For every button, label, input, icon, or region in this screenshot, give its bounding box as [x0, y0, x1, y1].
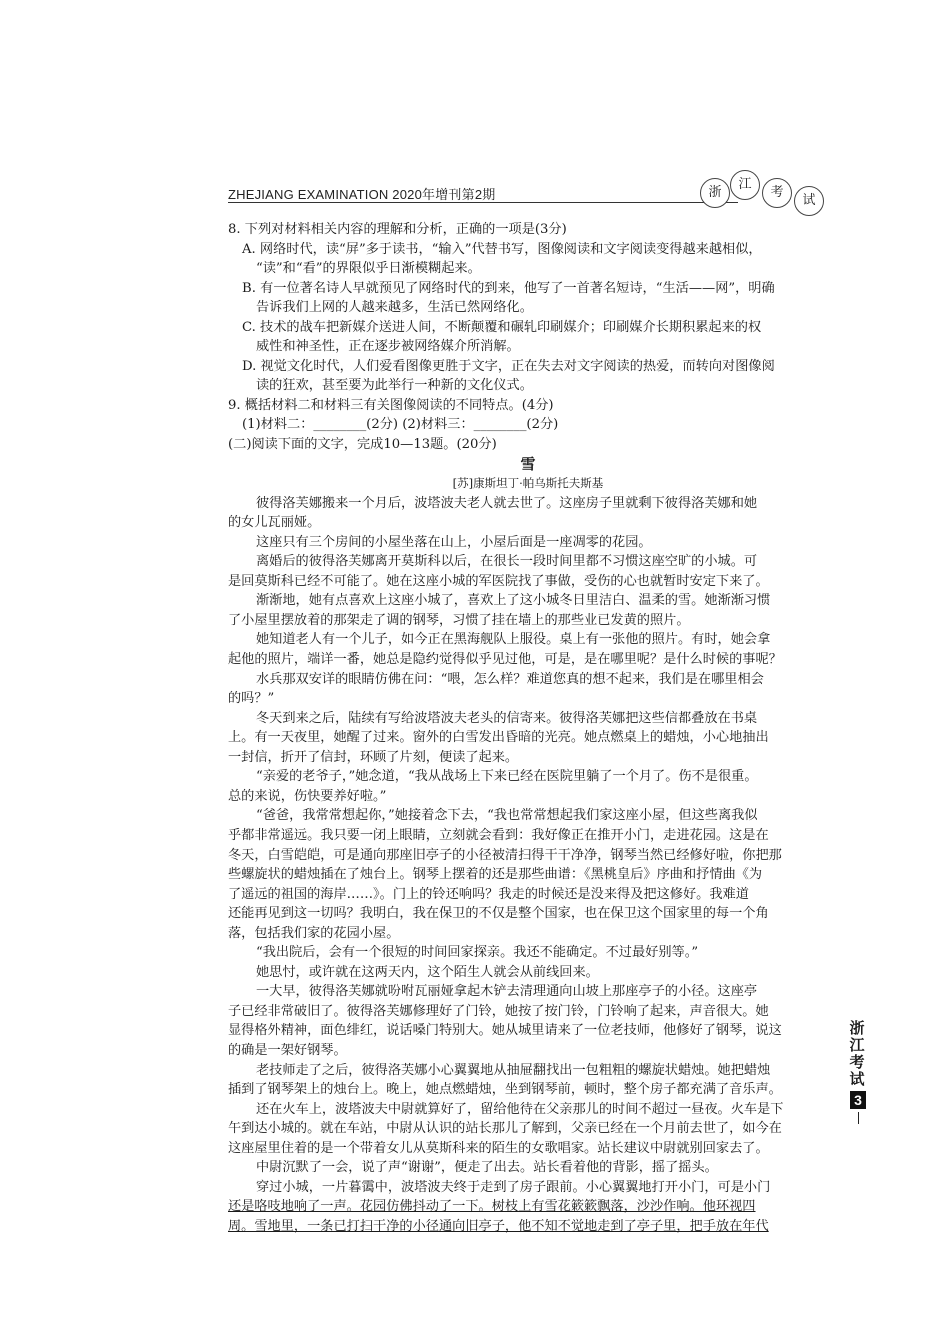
paragraph-line: 显得格外精神，面色绯红，说话嗓门特别大。她从城里请来了一位老技师，他修好了钢琴，说这 — [228, 1023, 782, 1039]
paragraph-line: “我出院后，会有一个很短的时间回家探亲。我还不能确定。不过最好别等。” — [256, 945, 699, 961]
paragraph-line: 老技师走了之后，彼得洛芙娜小心翼翼地从抽屉翻找出一包粗粗的螺旋状蜡烛。她把蜡烛 — [256, 1062, 771, 1078]
option-b-cont: 告诉我们上网的人越来越多，生活已然网络化。 — [256, 300, 533, 316]
journal-title: ZHEJIANG EXAMINATION 2020年增刊第2期 — [228, 187, 496, 202]
paragraph-line: 的确是一架好钢琴。 — [228, 1042, 347, 1058]
logo-char: 浙 — [700, 178, 730, 208]
logo-char: 考 — [762, 178, 792, 208]
paragraph-line: 乎都非常遥远。我只要一闭上眼睛，立刻就会看到：我好像正在推开小门，走进花园。这是在 — [228, 827, 769, 843]
option-a-cont: “读”和“看”的界限似乎日渐模糊起来。 — [256, 261, 481, 277]
question-9: 9. 概括材料二和材料三有关图像阅读的不同特点。(4分) — [228, 397, 554, 413]
paragraph-line: 还能再见到这一切吗？我明白，我在保卫的不仅是整个国家，也在保卫这个国家里的每一个角 — [228, 906, 769, 922]
paragraph-line: 落，包括我们家的花园小屋。 — [228, 925, 400, 941]
paragraph-line: 冬天，白雪皑皑，可是通向那座旧亭子的小径被清扫得干干净净，钢琴当然已经修好啦，你把那 — [228, 847, 782, 863]
option-a: A. 网络时代，读“屏”多于读书，“输入”代替书写，图像阅读和文字阅读变得越来越相似， — [242, 241, 762, 257]
option-d: D. 视觉文化时代，人们爱看图像更胜于文字，正在失去对文字阅读的热爱，而转向对图像阅 — [242, 358, 775, 374]
question-9-blanks: (1)材料二：________(2分) (2)材料三：________(2分) — [242, 417, 559, 433]
paragraph-line: 一大早，彼得洛芙娜就吩咐瓦丽娅拿起木铲去清理通向山坡上那座亭子的小径。这座亭 — [256, 984, 758, 1000]
story-author: [苏]康斯坦丁·帕乌斯托夫斯基 — [452, 476, 604, 491]
page-body — [228, 220, 828, 1236]
paragraph-line: 中尉沉默了一会，说了声“谢谢”，便走了出去。站长看着他的背影，摇了摇头。 — [256, 1160, 718, 1176]
paragraph-line: 离婚后的彼得洛芙娜离开莫斯科以后，在很长一段时间里都不习惯这座空旷的小城。可 — [256, 554, 758, 570]
paragraph-line: 彼得洛芙娜搬来一个月后，波塔波夫老人就去世了。这座房子里就剩下彼得洛芙娜和她 — [256, 495, 758, 511]
option-b: B. 有一位著名诗人早就预见了网络时代的到来，他写了一首著名短诗，“生活——网”，明确 — [242, 280, 775, 296]
paragraph-line: 的吗？” — [228, 691, 275, 707]
paragraph-line: 上。有一天夜里，她醒了过来。窗外的白雪发出昏暗的光亮。她点燃桌上的蜡烛，小心地抽出 — [228, 730, 769, 746]
paragraph-line: 冬天到来之后，陆续有写给波塔波夫老头的信寄来。彼得洛芙娜把这些信都叠放在书桌 — [256, 710, 758, 726]
header-rule — [228, 202, 738, 203]
paragraph-line: 午到达小城的。就在车站，中尉从认识的站长那儿了解到，父亲已经在一个月前去世了，如今在 — [228, 1121, 782, 1137]
journal-logo — [698, 176, 828, 220]
paragraph-line: “爸爸，我常常想起你，”她接着念下去，“我也常常想起我们家这座小屋，但这些离我似 — [256, 808, 758, 824]
paragraph-line: 了遥远的祖国的海岸……》。门上的铃还响吗？我走的时候还是没来得及把这修好。我难道 — [228, 886, 749, 902]
paragraph-line: 一封信，折开了信封，环顾了片刻，便读了起来。 — [228, 749, 519, 765]
paragraph-line: 穿过小城，一片暮霭中，波塔波夫终于走到了房子跟前。小心翼翼地打开小门，可是小门 — [256, 1179, 771, 1195]
paragraph-line: 渐渐地，她有点喜欢上这座小城了，喜欢上了这小城冬日里洁白、温柔的雪。她渐渐习惯 — [256, 593, 771, 609]
underlined-line: 周。雪地里，一条已打扫干净的小径通向旧亭子，他不知不觉地走到了亭子里，把手放在年代 — [228, 1218, 769, 1234]
paragraph-line: 她知道老人有一个儿子，如今正在黑海舰队上服役。桌上有一张他的照片。有时，她会拿 — [256, 632, 771, 648]
logo-char: 试 — [794, 186, 824, 216]
side-rule — [858, 1112, 859, 1124]
paragraph-line: 了小屋里摆放着的那架走了调的钢琴，习惯了挂在墙上的那些业已发黄的照片。 — [228, 612, 690, 628]
story-title: 雪 — [520, 454, 536, 473]
paragraph-line: 插到了钢琴架上的烛台上。晚上，她点燃蜡烛，坐到钢琴前，顿时，整个房子都充满了音乐声。 — [228, 1082, 782, 1098]
paragraph-line: 总的来说，伤快要养好啦。” — [228, 788, 387, 804]
journal-header — [228, 176, 828, 220]
paragraph-line: “亲爱的老爷子，”她念道，“我从战场上下来已经在医院里躺了一个月了。伤不是很重。 — [256, 769, 758, 785]
option-d-cont: 读的狂欢，甚至要为此举行一种新的文化仪式。 — [256, 378, 533, 394]
paragraph-line: 的女儿瓦丽娅。 — [228, 515, 321, 531]
logo-char: 江 — [730, 170, 760, 200]
paragraph-line: 还在火车上，波塔波夫中尉就算好了，留给他待在父亲那儿的时间不超过一昼夜。火车是下 — [256, 1101, 784, 1117]
paragraph-line: 她思忖，或许就在这两天内，这个陌生人就会从前线回来。 — [256, 964, 599, 980]
paragraph-line: 这座只有三个房间的小屋坐落在山上，小屋后面是一座凋零的花园。 — [256, 534, 652, 550]
side-journal-label: 浙江考试 — [849, 1019, 865, 1088]
page-number: 3 — [850, 1091, 866, 1109]
paragraph-line: 水兵那双安详的眼睛仿佛在问：“喂，怎么样？难道您真的想不起来，我们是在哪里相会 — [256, 671, 764, 687]
option-c-cont: 威性和神圣性，正在逐步被网络媒介所消解。 — [256, 339, 520, 355]
question-8: 8. 下列对材料相关内容的理解和分析，正确的一项是(3分) — [228, 222, 567, 237]
section-heading: (二)阅读下面的文字，完成10—13题。(20分) — [228, 437, 497, 453]
paragraph-line: 这座屋里住着的是一个带着女儿从莫斯科来的陌生的女歌唱家。站长建议中尉就别回家去了。 — [228, 1140, 769, 1156]
paragraph-line: 起他的照片，端详一番，她总是隐约觉得似乎见过他，可是，是在哪里呢？是什么时候的事呢？ — [228, 652, 782, 668]
option-c: C. 技术的战车把新媒介送进人间，不断颠覆和碾轧印刷媒介；印刷媒介长期积累起来的权 — [242, 319, 762, 335]
underlined-line: 还是咯吱地响了一声。花园仿佛抖动了一下。树枝上有雪花簌簌飘落，沙沙作响。他环视四 — [228, 1199, 756, 1215]
paragraph-line: 子已经非常破旧了。彼得洛芙娜修理好了门铃，她按了按门铃，门铃响了起来，声音很大。她 — [228, 1003, 769, 1019]
paragraph-line: 是回莫斯科已经不可能了。她在这座小城的军医院找了事做，受伤的心也就暂时安定下来了。 — [228, 573, 769, 589]
paragraph-line: 些螺旋状的蜡烛插在了烛台上。钢琴上摆着的还是那些曲谱：《黑桃皇后》序曲和抒情曲《为 — [228, 867, 763, 883]
